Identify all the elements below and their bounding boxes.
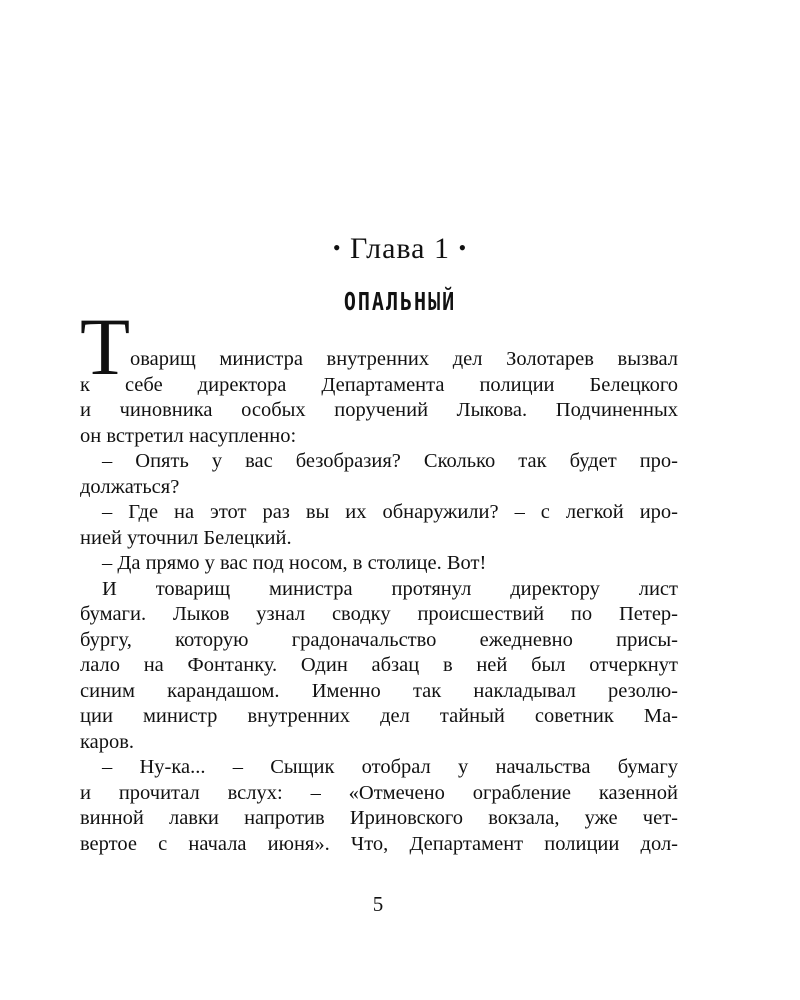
bullet-left: • <box>332 235 342 260</box>
text-line: бумаги. Лыков узнал сводку происшествий по Петер- <box>80 603 678 625</box>
text-line: винной лавки напротив Ириновского вокзала, уже чет- <box>80 807 678 829</box>
text-line: ции министр внутренних дел тайный советник Ма- <box>80 705 678 727</box>
body-text <box>80 373 678 858</box>
chapter-title: ОПАЛЬНЫЙ <box>343 286 457 316</box>
text-line: – Ну-ка... – Сыщик отобрал у начальства бумагу <box>102 756 678 778</box>
text-line: должаться? <box>80 475 180 498</box>
bullet-right: • <box>458 235 468 260</box>
text-line: – Где на этот раз вы их обнаружили? – с легкой иро- <box>102 501 678 523</box>
text-line: каров. <box>80 730 135 753</box>
text-line: бургу, которую градоначальство ежедневно присы- <box>80 628 678 651</box>
text-line: вертое с начала июня». Что, Департамент полиции дол- <box>80 832 678 855</box>
text-line: И товарищ министра протянул директору лист <box>102 577 678 600</box>
text-line: он встретил насупленно: <box>80 424 297 447</box>
text-line: синим карандашом. Именно так накладывал резолю- <box>80 679 678 702</box>
text-line: нией уточнил Белецкий. <box>80 526 292 549</box>
text-line: – Опять у вас безобразия? Сколько так будет про- <box>102 450 678 472</box>
first-line: оварищ министра внутренних дел Золотарев вызвал <box>130 348 678 370</box>
text-line: лало на Фонтанку. Один абзац в ней был отчеркнут <box>80 654 678 676</box>
text-line: и чиновника особых поручений Лыкова. Подчиненных <box>80 399 678 421</box>
text-line: – Да прямо у вас под носом, в столице. Вот! <box>102 552 487 574</box>
chapter-label: Глава 1 <box>350 232 450 265</box>
chapter-heading <box>0 228 800 269</box>
drop-cap: Т <box>80 301 131 392</box>
text-line: к себе директора Департамента полиции Белецкого <box>80 373 678 396</box>
page-number: 5 <box>372 892 384 916</box>
text-line: и прочитал вслух: – «Отмечено ограбление казенной <box>80 781 678 804</box>
